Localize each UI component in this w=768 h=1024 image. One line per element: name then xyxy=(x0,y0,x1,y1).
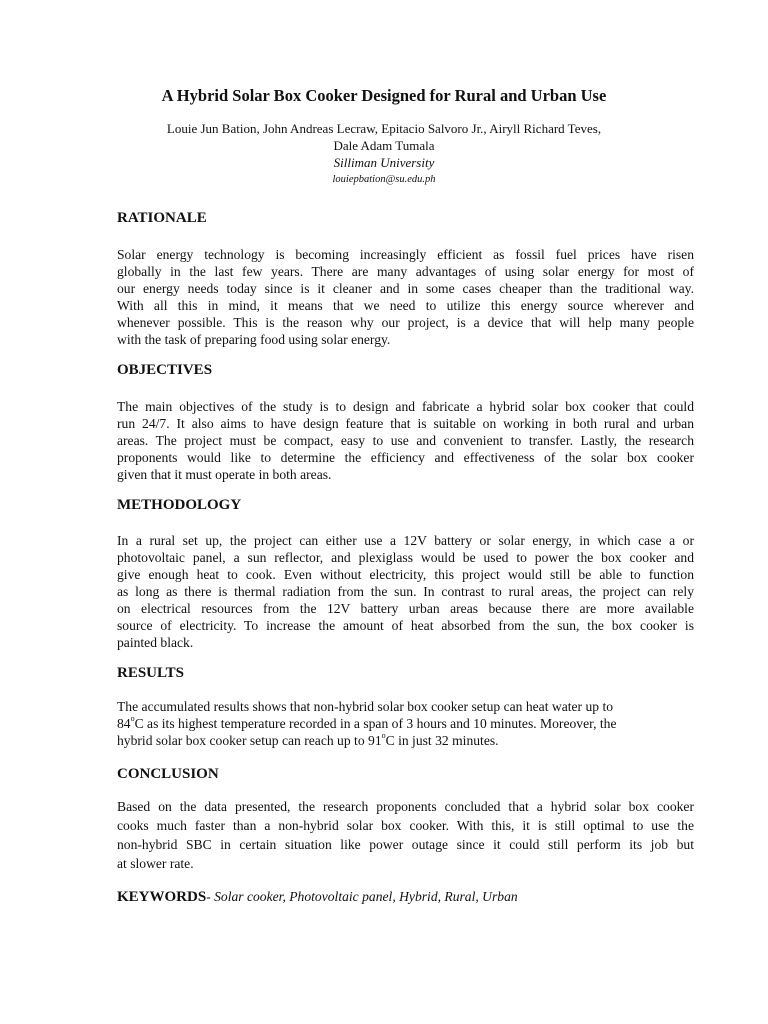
paper-title: A Hybrid Solar Box Cooker Designed for Rural and Urban Use xyxy=(161,86,607,105)
text-line: painted black. xyxy=(117,635,194,650)
author-email: louiepbation@su.edu.ph xyxy=(332,174,436,185)
keywords-label: KEYWORDS xyxy=(117,889,207,905)
section-heading-conclusion: CONCLUSION xyxy=(117,766,219,782)
text-line: proponents would like to determine the efficiency and effectiveness of the solar box cooker xyxy=(117,450,694,465)
section-heading-rationale: RATIONALE xyxy=(117,210,207,226)
text-line: areas. The project must be compact, easy to use and convenient to transfer. Lastly, the research xyxy=(117,433,694,448)
section-heading-methodology: METHODOLOGY xyxy=(117,497,242,513)
text-line: our energy needs today since is it cleaner and in some cases cheaper than the traditional way. xyxy=(117,281,694,296)
degree-symbol: o xyxy=(130,715,135,724)
section-heading-objectives: OBJECTIVES xyxy=(117,362,213,378)
text-line: The accumulated results shows that non-hybrid solar box cooker setup can heat water up to xyxy=(117,699,614,714)
text-line: photovoltaic panel, a sun reflector, and plexiglass would be used to power the box cooker and xyxy=(117,550,694,565)
text-line: non-hybrid SBC in certain situation like power outage since it could still perform its job but xyxy=(117,837,694,852)
author-list-line-1: Louie Jun Bation, John Andreas Lecraw, Epitacio Salvoro Jr., Airyll Richard Teves, xyxy=(166,121,602,136)
text-line: with the task of preparing food using solar energy. xyxy=(117,332,391,347)
text-line: on electrical resources from the 12V battery urban areas because there are more available xyxy=(117,601,694,616)
temperature-value-nonhybrid: 84 xyxy=(117,716,131,731)
text-line xyxy=(117,732,694,749)
objectives-paragraph xyxy=(117,398,694,483)
text-line: Based on the data presented, the research proponents concluded that a hybrid solar box cooker xyxy=(117,799,694,814)
text-line: source of electricity. To increase the amount of heat absorbed from the sun, the box cooker is xyxy=(117,618,694,633)
conclusion-paragraph xyxy=(117,797,694,873)
text-fragment: hybrid solar box cooker setup can reach up to 91 xyxy=(117,733,382,748)
methodology-paragraph xyxy=(117,532,694,651)
keywords-separator: - xyxy=(206,889,215,904)
text-line: as long as there is thermal radiation from the sun. In contrast to rural areas, the project can rely xyxy=(117,584,694,599)
affiliation: Silliman University xyxy=(333,155,435,170)
results-paragraph xyxy=(117,698,694,749)
text-line: globally in the last few years. There are many advantages of using solar energy for most of xyxy=(117,264,694,279)
text-line: cooks much faster than a non-hybrid solar box cooker. With this, it is still optimal to use the xyxy=(117,818,694,833)
degree-symbol: o xyxy=(381,732,386,741)
text-line: Solar energy technology is becoming increasingly efficient as fossil fuel prices have risen xyxy=(117,247,694,262)
text-line: at slower rate. xyxy=(117,856,194,871)
text-line: The main objectives of the study is to design and fabricate a hybrid solar box cooker that could xyxy=(117,399,694,414)
text-line xyxy=(117,715,694,732)
text-line: run 24/7. It also aims to have design feature that is suitable on working in both rural and urban xyxy=(117,416,694,431)
text-fragment: C in just 32 minutes. xyxy=(385,733,499,748)
keywords-line xyxy=(117,889,518,906)
author-block xyxy=(0,120,768,188)
text-line: give enough heat to cook. Even without electricity, this project would still be able to function xyxy=(117,567,694,582)
keywords-terms: Solar cooker, Photovoltaic panel, Hybrid, Rural, Urban xyxy=(214,889,518,904)
text-fragment: C as its highest temperature recorded in a span of 3 hours and 10 minutes. Moreover, the xyxy=(134,716,617,731)
text-line: whenever possible. This is the reason why our project, is a device that will help many people xyxy=(117,315,694,330)
text-line: With all this in mind, it means that we need to utilize this energy source wherever and xyxy=(117,298,694,313)
author-list-line-2: Dale Adam Tumala xyxy=(333,138,435,153)
section-heading-results: RESULTS xyxy=(117,665,184,681)
rationale-paragraph xyxy=(117,246,694,348)
text-line: In a rural set up, the project can either use a 12V battery or solar energy, in which case a or xyxy=(117,533,694,548)
text-line: given that it must operate in both areas. xyxy=(117,467,332,482)
